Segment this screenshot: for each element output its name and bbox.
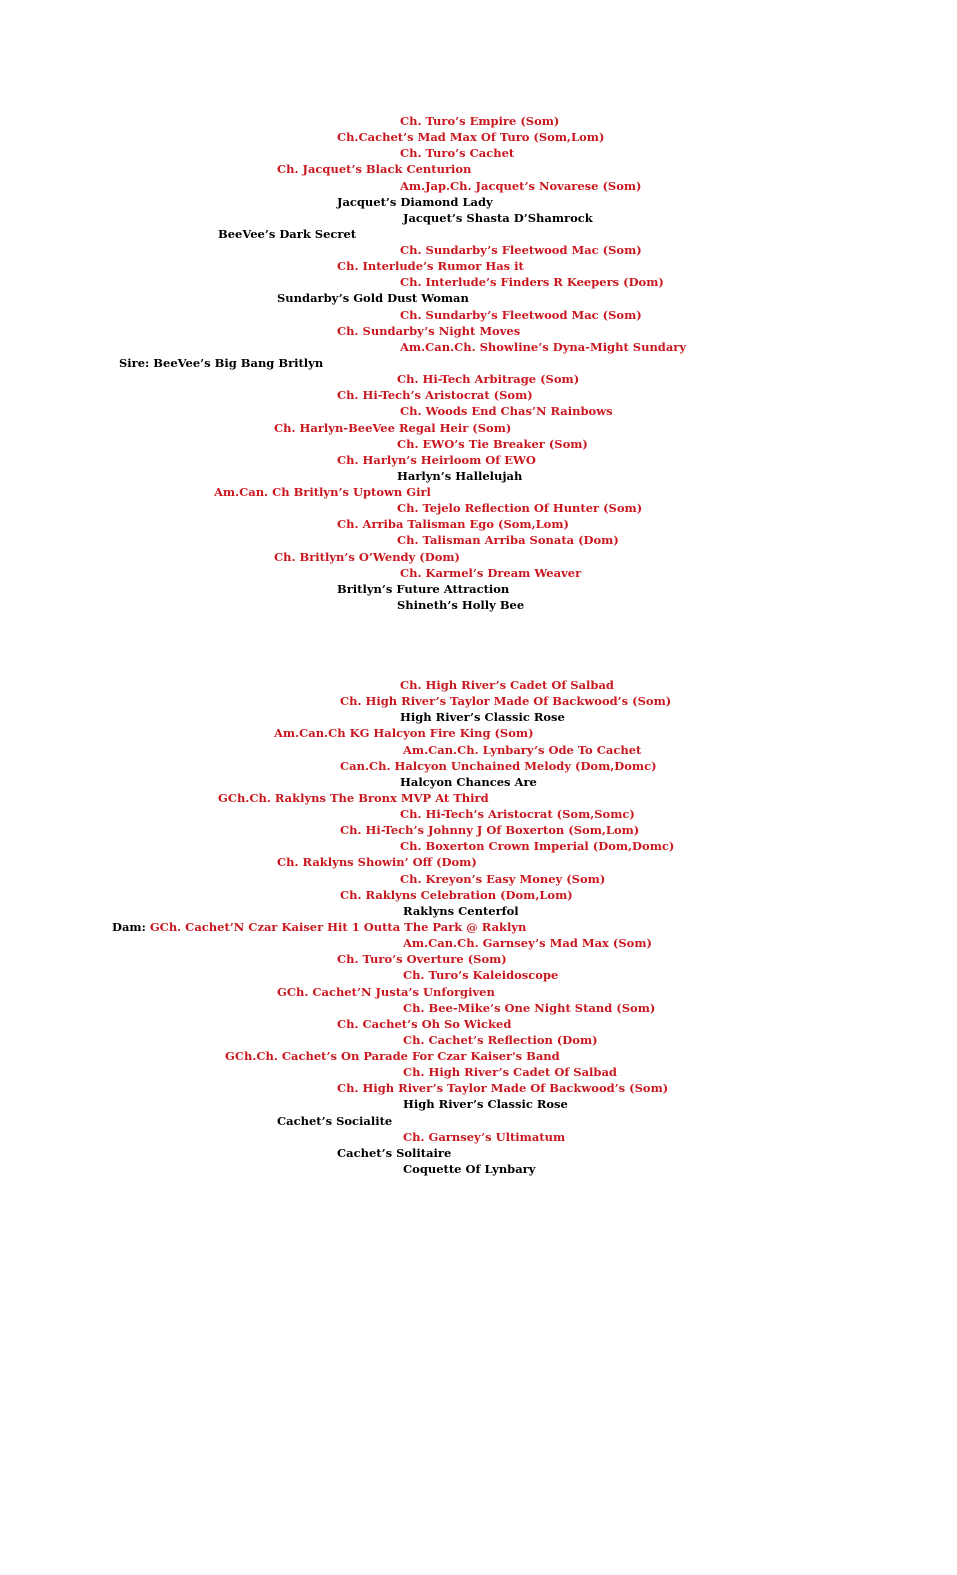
dam-pedigree-entry: High River’s Classic Rose — [403, 1097, 568, 1112]
dam-pedigree-entry: Ch. Raklyns Showin’ Off (Dom) — [277, 855, 477, 870]
dam-pedigree-entry: Ch. Cachet’s Reflection (Dom) — [403, 1032, 598, 1047]
dam-pedigree-entry: Am.Can.Ch KG Halcyon Fire King (Som) — [274, 726, 534, 741]
sire-pedigree-entry: Ch. Hi-Tech Arbitrage (Som) — [397, 372, 580, 387]
sire-pedigree-entry: Ch. Tejelo Reflection Of Hunter (Som) — [397, 501, 643, 516]
sire-pedigree-entry: Harlyn’s Hallelujah — [397, 468, 523, 483]
dam-pedigree-entry: Ch. Turo’s Overture (Som) — [337, 952, 507, 967]
dam-pedigree-entry: Ch. High River’s Taylor Made Of Backwood’s (Som) — [337, 1081, 669, 1096]
dam-pedigree-entry: Cachet’s Solitaire — [337, 1145, 452, 1160]
dog-name: GCh. Cachet’N Czar Kaiser Hit 1 Outta The Park @ Raklyn — [149, 920, 527, 934]
dam-pedigree-entry: Am.Can.Ch. Lynbary’s Ode To Cachet — [403, 742, 642, 757]
sire-pedigree-entry: Sundarby’s Gold Dust Woman — [277, 291, 469, 306]
sire-pedigree-entry: Am.Jap.Ch. Jacquet’s Novarese (Som) — [400, 178, 642, 193]
dam-pedigree-entry: GCh.Ch. Raklyns The Bronx MVP At Third — [218, 790, 489, 805]
sire-pedigree-entry: Ch. Jacquet’s Black Centurion — [277, 162, 472, 177]
dam-pedigree-entry: Ch. High River’s Cadet Of Salbad — [403, 1065, 617, 1080]
sire-pedigree-entry: Britlyn’s Future Attraction — [337, 581, 510, 596]
sire-pedigree-entry: Ch. Sundarby’s Fleetwood Mac (Som) — [400, 243, 642, 257]
sire-pedigree-entry: Ch.Cachet’s Mad Max Of Turo (Som,Lom) — [337, 130, 605, 145]
sire-pedigree-entry: Jacquet’s Diamond Lady — [337, 194, 493, 209]
dam-pedigree-entry — [112, 919, 526, 935]
sire-pedigree-entry: BeeVee’s Dark Secret — [218, 226, 357, 241]
sire-pedigree-entry: Sire: BeeVee’s Big Bang Britlyn — [119, 355, 324, 370]
dam-pedigree-entry: Ch. Boxerton Crown Imperial (Dom,Domc) — [400, 839, 675, 854]
dam-pedigree-entry: Ch. Bee-Mike’s One Night Stand (Som) — [403, 1000, 656, 1015]
dam-pedigree-entry: Coquette Of Lynbary — [403, 1161, 536, 1176]
sire-pedigree-entry: Ch. Sundarby’s Fleetwood Mac (Som) — [400, 307, 642, 322]
dam-pedigree-entry: Ch. Cachet’s Oh So Wicked — [337, 1016, 512, 1031]
dam-pedigree-entry: Ch. Raklyns Celebration (Dom,Lom) — [340, 887, 573, 902]
sire-pedigree-entry: Am.Can. Ch Britlyn’s Uptown Girl — [214, 485, 431, 499]
sire-pedigree-entry: Jacquet’s Shasta D’Shamrock — [403, 210, 593, 225]
dam-pedigree-entry: Ch. High River’s Cadet Of Salbad — [400, 678, 614, 692]
dam-pedigree-entry: High River’s Classic Rose — [400, 710, 565, 725]
sire-pedigree-entry: Ch. Arriba Talisman Ego (Som,Lom) — [337, 517, 569, 532]
dam-pedigree-entry: Ch. High River’s Taylor Made Of Backwood’s (Som) — [340, 694, 672, 709]
dam-label: Dam: — [112, 920, 150, 934]
dam-pedigree-entry: Ch. Kreyon’s Easy Money (Som) — [400, 871, 606, 886]
sire-pedigree-entry: Ch. Harlyn-BeeVee Regal Heir (Som) — [274, 420, 512, 435]
dam-pedigree-entry: Halcyon Chances Are — [400, 774, 537, 789]
sire-pedigree-entry: Ch. Hi-Tech’s Aristocrat (Som) — [337, 388, 533, 403]
dam-pedigree-entry: GCh. Cachet’N Justa’s Unforgiven — [277, 984, 495, 999]
sire-pedigree-entry: Ch. EWO’s Tie Breaker (Som) — [397, 436, 588, 451]
sire-pedigree-entry: Ch. Harlyn’s Heirloom Of EWO — [337, 452, 536, 467]
dam-pedigree-entry: GCh.Ch. Cachet’s On Parade For Czar Kaiser's Band — [225, 1049, 560, 1063]
dam-pedigree-entry: Ch. Hi-Tech’s Johnny J Of Boxerton (Som,Lom) — [340, 823, 640, 838]
dam-pedigree-entry: Am.Can.Ch. Garnsey’s Mad Max (Som) — [403, 936, 652, 951]
sire-pedigree-entry: Ch. Talisman Arriba Sonata (Dom) — [397, 533, 619, 548]
sire-pedigree-entry: Ch. Turo’s Empire (Som) — [400, 114, 560, 128]
sire-pedigree-entry: Ch. Britlyn’s O’Wendy (Dom) — [274, 549, 460, 564]
sire-pedigree-entry: Ch. Woods End Chas’N Rainbows — [400, 404, 613, 419]
sire-pedigree-entry: Ch. Interlude’s Finders R Keepers (Dom) — [400, 275, 664, 290]
dam-pedigree-entry: Ch. Hi-Tech’s Aristocrat (Som,Somc) — [400, 807, 635, 821]
dam-pedigree-entry: Raklyns Centerfol — [403, 903, 519, 918]
sire-pedigree-entry: Ch. Turo’s Cachet — [400, 146, 515, 161]
dam-pedigree-entry: Ch. Turo’s Kaleidoscope — [403, 968, 559, 983]
dam-pedigree-entry: Cachet’s Socialite — [277, 1113, 393, 1128]
dam-pedigree-entry: Can.Ch. Halcyon Unchained Melody (Dom,Domc) — [340, 758, 657, 773]
sire-pedigree-entry: Ch. Interlude’s Rumor Has it — [337, 259, 524, 274]
sire-pedigree-entry: Shineth’s Holly Bee — [397, 597, 525, 612]
dam-pedigree-entry: Ch. Garnsey’s Ultimatum — [403, 1129, 566, 1144]
sire-pedigree-entry: Am.Can.Ch. Showline’s Dyna-Might Sundary — [400, 339, 687, 354]
sire-pedigree-entry: Ch. Karmel’s Dream Weaver — [400, 565, 582, 580]
sire-pedigree-entry: Ch. Sundarby’s Night Moves — [337, 323, 521, 338]
